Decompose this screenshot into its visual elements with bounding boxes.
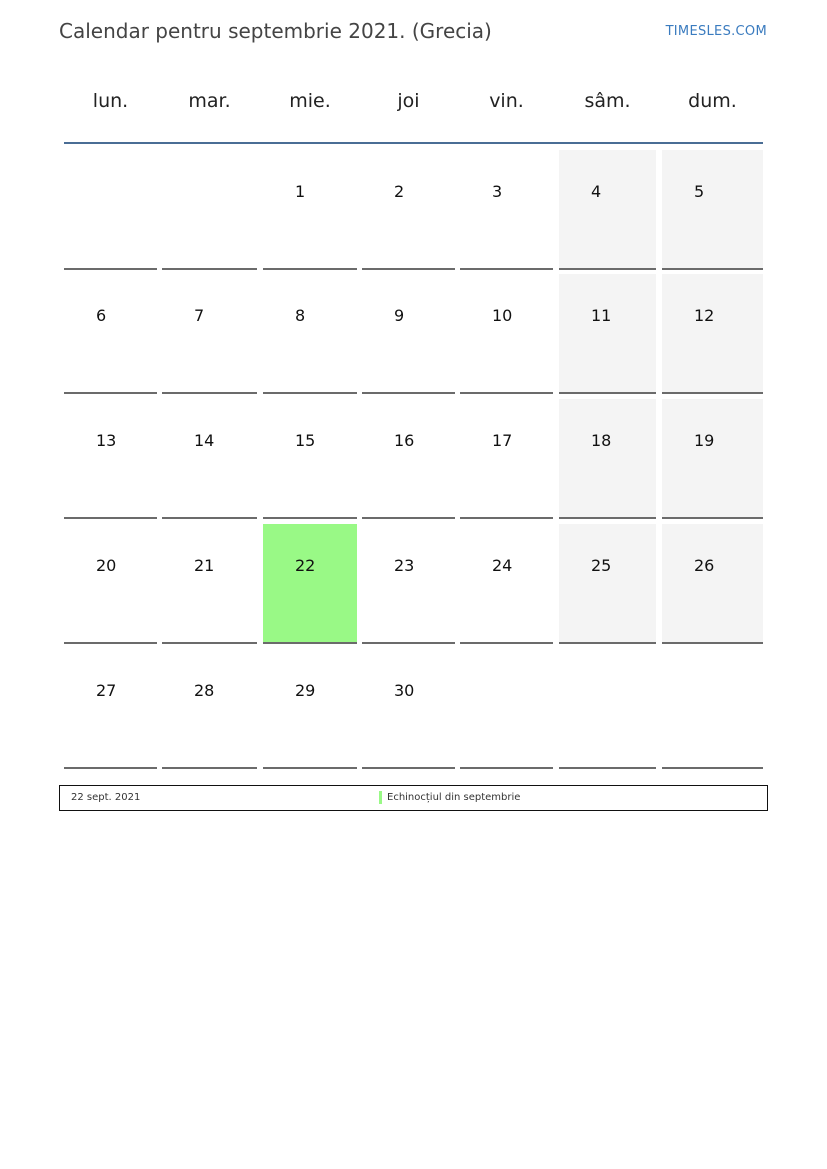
holiday-legend [59,785,768,811]
day-cell[interactable] [662,150,763,270]
empty-cell [162,150,257,270]
day-cell[interactable] [362,274,455,394]
day-number: 9 [394,306,405,325]
brand-link[interactable]: TIMESLES.COM [665,24,767,39]
day-cell[interactable] [263,150,357,270]
day-cell[interactable] [162,274,257,394]
day-cell[interactable] [263,274,357,394]
day-number: 7 [194,306,205,325]
weekday-label: sâm. [584,90,631,112]
day-cell[interactable] [162,649,257,769]
empty-cell [559,649,656,769]
day-cell[interactable] [162,399,257,519]
day-cell[interactable] [662,399,763,519]
day-cell[interactable] [662,524,763,644]
day-cell[interactable] [460,150,553,270]
day-number: 1 [295,182,306,201]
day-number: 25 [591,556,612,575]
day-cell[interactable] [460,399,553,519]
day-number: 21 [194,556,215,575]
day-number: 10 [492,306,513,325]
empty-cell [64,150,157,270]
day-number: 11 [591,306,612,325]
day-number: 15 [295,431,316,450]
weekday-label: lun. [92,90,129,112]
day-cell[interactable] [64,274,157,394]
day-cell[interactable] [263,524,357,644]
empty-cell [662,649,763,769]
legend-date: 22 sept. 2021 [71,792,141,803]
day-number: 16 [394,431,415,450]
day-number: 19 [694,431,715,450]
day-cell[interactable] [162,524,257,644]
weekday-label: vin. [489,90,524,112]
weekday-label: joi [397,90,420,112]
legend-color-swatch [379,791,382,804]
day-cell[interactable] [362,150,455,270]
day-number: 30 [394,681,415,700]
day-number: 27 [96,681,117,700]
day-cell[interactable] [559,150,656,270]
weekday-label: dum. [688,90,737,112]
weekday-label: mie. [289,90,331,112]
day-number: 12 [694,306,715,325]
day-cell[interactable] [64,524,157,644]
day-number: 3 [492,182,503,201]
day-number: 14 [194,431,215,450]
day-number: 6 [96,306,107,325]
day-cell[interactable] [263,399,357,519]
day-number: 20 [96,556,117,575]
day-number: 2 [394,182,405,201]
day-number: 22 [295,556,316,575]
day-cell[interactable] [460,524,553,644]
day-cell[interactable] [460,274,553,394]
day-number: 29 [295,681,316,700]
day-number: 24 [492,556,513,575]
day-cell[interactable] [362,649,455,769]
day-cell[interactable] [362,399,455,519]
day-cell[interactable] [559,274,656,394]
legend-holiday-name: Echinocțiul din septembrie [387,792,521,803]
day-number: 4 [591,182,602,201]
day-cell[interactable] [559,524,656,644]
day-number: 26 [694,556,715,575]
day-cell[interactable] [64,649,157,769]
day-number: 5 [694,182,705,201]
day-number: 17 [492,431,513,450]
day-cell[interactable] [362,524,455,644]
day-number: 28 [194,681,215,700]
page-title: Calendar pentru septembrie 2021. (Grecia) [59,19,492,43]
day-cell[interactable] [263,649,357,769]
day-number: 13 [96,431,117,450]
day-cell[interactable] [559,399,656,519]
empty-cell [460,649,553,769]
day-cell[interactable] [64,399,157,519]
day-number: 8 [295,306,306,325]
day-cell[interactable] [662,274,763,394]
weekday-label: mar. [188,90,231,112]
day-number: 23 [394,556,415,575]
day-number: 18 [591,431,612,450]
